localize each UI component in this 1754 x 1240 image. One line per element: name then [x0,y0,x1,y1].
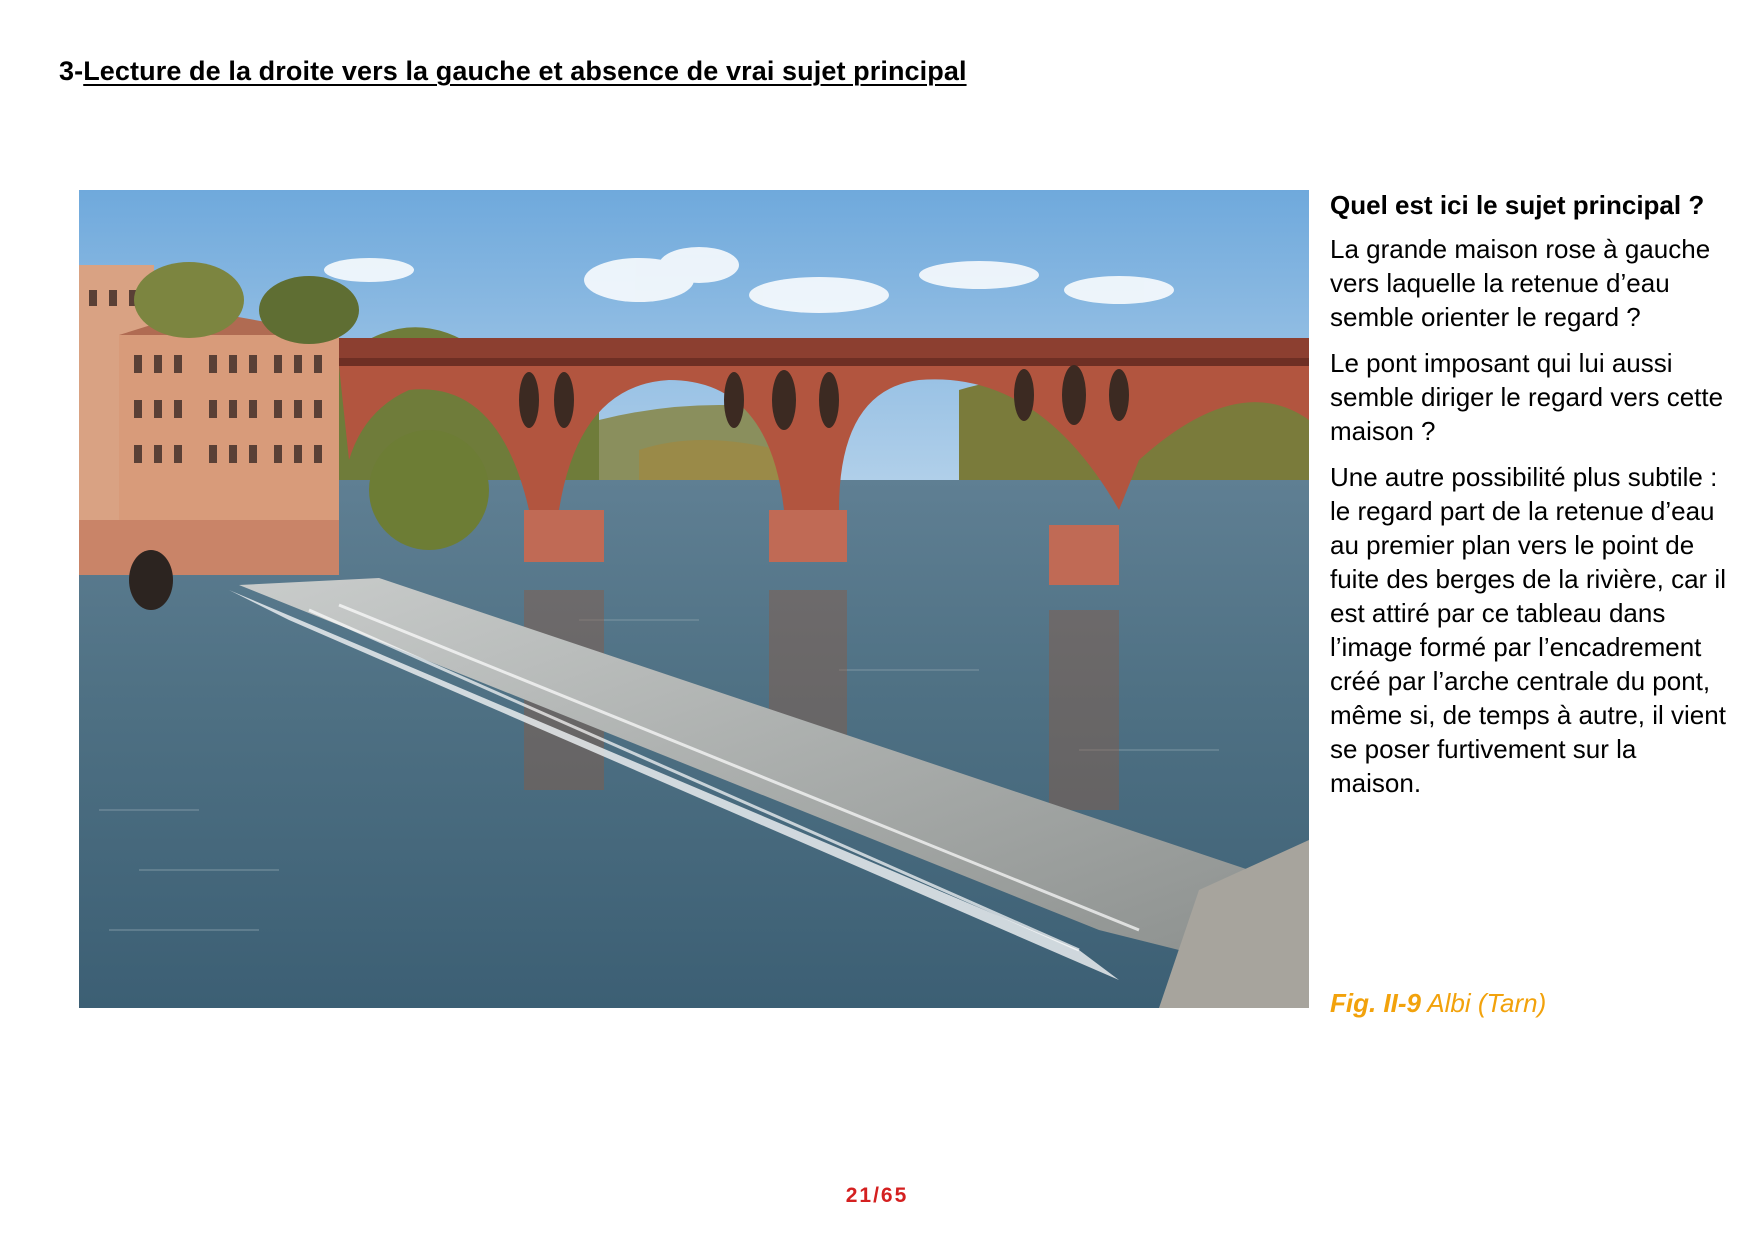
question-heading: Quel est ici le sujet principal ? [1330,190,1705,220]
figure-place: Albi (Tarn) [1427,988,1547,1018]
paragraph-possibilite: Une autre possibilité plus subtile : le regard part de la retenue d’eau au premier plan vers le point de fuite des berges de la rivière, car il est attiré par ce tableau dans l’image formé par l’encadrement créé par l’arche centrale du pont, même si, de temps à autre, il vient se poser furtivement sur la maison. [1330,462,1726,798]
section-number: 3- [59,56,84,86]
sidebar-text [1330,188,1730,812]
figure-caption [1330,988,1546,1019]
paragraph-maison: La grande maison rose à gauche vers laquelle la retenue d’eau semble orienter le regard ? [1330,234,1711,332]
photo-albi-bridge [79,190,1309,1008]
page-number: 21/65 [845,1184,909,1207]
figure-number: Fig. II-9 [1330,988,1421,1018]
paragraph-pont: Le pont imposant qui lui aussi semble diriger le regard vers cette maison ? [1330,348,1724,446]
section-heading [59,56,967,87]
section-title: Lecture de la droite vers la gauche et absence de vrai sujet principal [83,56,967,86]
